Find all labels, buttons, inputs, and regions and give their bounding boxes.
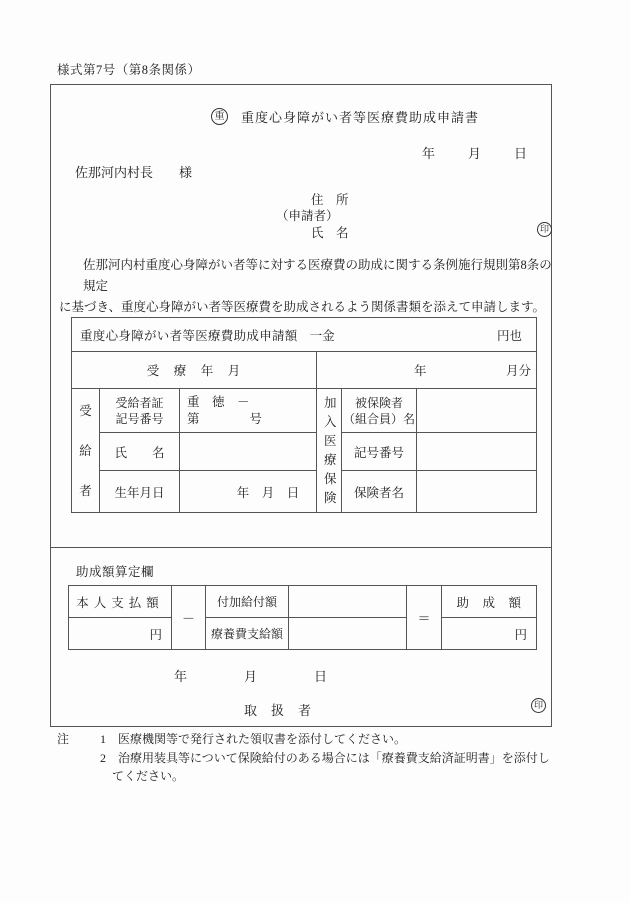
day-label: 日 <box>513 146 527 161</box>
notes-label: 注 <box>57 732 70 746</box>
application-statement <box>59 255 553 318</box>
treatment-period-label: 受 療 年 月 <box>72 352 317 389</box>
amount-prefix: 一金 <box>309 328 335 343</box>
symbol-number-value <box>417 433 537 471</box>
additional-benefit-value <box>289 586 407 618</box>
insured-person-value <box>417 389 537 433</box>
address-label: 住 所 <box>311 193 349 207</box>
calc-section-label: 助成額算定欄 <box>76 565 155 579</box>
application-date-line <box>422 143 527 162</box>
recipient-name-label: 氏 名 <box>100 433 180 471</box>
addressee-name: 佐那河内村長 <box>75 165 154 180</box>
addressee-line <box>75 162 192 181</box>
certificate-label-line1: 受給者証 <box>115 395 164 410</box>
calc-month-label: 月 <box>244 669 258 684</box>
certificate-value-line2: 第 号 <box>187 411 263 426</box>
insurer-name-value <box>417 471 537 513</box>
form-title-row <box>211 107 479 126</box>
section-divider <box>50 547 552 548</box>
application-table <box>71 317 537 513</box>
certificate-value-line1: 重 徳 － <box>187 394 250 409</box>
insured-label-line1: 被保険者 <box>354 395 403 410</box>
medical-expense-label: 療養費支給額 <box>206 618 289 650</box>
calc-year-label: 年 <box>174 669 188 684</box>
seal-char: 印 <box>539 224 549 234</box>
handler-label: 取 扱 者 <box>244 703 312 718</box>
period-month-label: 月分 <box>506 364 532 378</box>
form-title: 重度心身障がい者等医療費助成申請書 <box>241 110 480 125</box>
equals-sign: ＝ <box>407 586 442 650</box>
insured-person-label <box>342 389 417 433</box>
applicant-label: （申請者） <box>276 209 339 223</box>
note-item-2 <box>100 749 569 768</box>
notes-section <box>57 730 569 786</box>
note-1-number: 1 <box>100 732 106 746</box>
medical-expense-value <box>289 618 407 650</box>
amount-unit: 円也 <box>497 328 523 343</box>
form-border-box <box>50 84 552 727</box>
calc-table <box>68 585 537 650</box>
month-label: 月 <box>467 146 481 161</box>
name-label: 氏 名 <box>311 226 349 240</box>
recipient-name-value <box>180 433 317 471</box>
year-label: 年 <box>421 146 435 161</box>
subsidy-amount-label: 助 成 額 <box>442 586 537 618</box>
addressee-honorific: 様 <box>179 165 193 180</box>
period-year-label: 年 <box>414 364 427 378</box>
note-2-number: 2 <box>100 750 106 765</box>
self-payment-unit: 円 <box>69 618 172 650</box>
additional-benefit-label: 付加給付額 <box>206 586 289 618</box>
amount-label: 重度心身障がい者等医療費助成申請額 <box>80 328 298 343</box>
insurer-name-label: 保険者名 <box>342 471 417 513</box>
note-2-text-line1: 治療用装具等について保険給付のある場合には「療養費支給済証明書」を添付し <box>118 750 550 765</box>
circled-ju-stamp-icon <box>211 108 228 125</box>
birthdate-value: 年 月 日 <box>180 471 317 513</box>
recipient-group-label: 受給者 <box>72 389 100 513</box>
insured-label-line2: （組合員）名 <box>342 411 415 426</box>
amount-row <box>72 318 537 352</box>
notes-list <box>100 730 569 786</box>
note-item-1 <box>100 730 569 749</box>
birthdate-label: 生年月日 <box>100 471 180 513</box>
statement-line-1: 佐那河内村重度心身障がい者等に対する医療費の助成に関する条例施行規則第8条の規定 <box>83 258 552 293</box>
self-payment-label: 本人支払額 <box>69 586 172 618</box>
form-number: 様式第7号（第8条関係） <box>57 63 201 77</box>
treatment-period-value <box>317 352 537 389</box>
minus-sign: － <box>172 586 206 650</box>
calc-day-label: 日 <box>314 669 328 684</box>
handler-seal-icon <box>531 698 546 713</box>
handler-seal-char: 印 <box>533 700 543 710</box>
subsidy-amount-unit: 円 <box>442 618 537 650</box>
certificate-number-label <box>100 389 180 433</box>
symbol-number-label: 記号番号 <box>342 433 417 471</box>
certificate-number-value <box>180 389 317 433</box>
insurance-group-label: 加入医療保険 <box>317 389 342 513</box>
note-1-text: 医療機関等で発行された領収書を添付してください。 <box>118 732 407 746</box>
certificate-label-line2: 記号番号 <box>115 411 164 426</box>
stamp-char: 重 <box>214 110 225 122</box>
statement-line-2: に基づき、重度心身障がい者等医療費を助成されるよう関係書類を添えて申請します。 <box>59 300 546 314</box>
note-2-text-line2: てください。 <box>112 769 185 783</box>
applicant-seal-icon <box>537 222 552 237</box>
handling-date-line <box>174 666 327 685</box>
